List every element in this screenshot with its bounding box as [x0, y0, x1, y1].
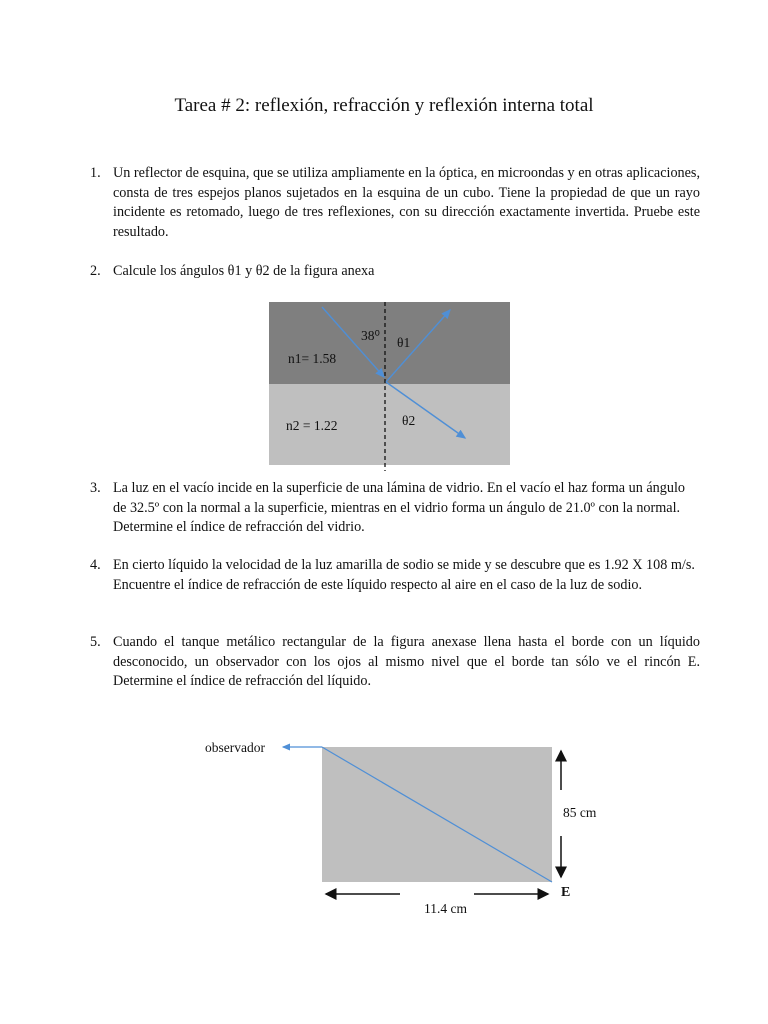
n2-label: n2 = 1.22 [286, 418, 338, 433]
problem-number: 5. [90, 634, 101, 650]
problem-number: 3. [90, 480, 101, 496]
problem-3 [86, 479, 700, 538]
page-title: Tarea # 2: reflexión, refracción y reflexión interna total [174, 95, 594, 116]
medium-top [269, 302, 510, 384]
problem-4 [86, 556, 700, 595]
theta1-label: θ1 [397, 335, 411, 350]
theta2-label: θ2 [402, 413, 416, 428]
observer-label: observador [205, 740, 265, 755]
problem-number: 2. [90, 263, 101, 279]
problem-text: En cierto líquido la velocidad de la luz amarilla de sodio se mide y se descubre que es 1.92 X 108 m/s. Encuentre el índice de refracción de este líquido respecto al aire en el caso de la luz de sodio. [113, 557, 695, 593]
problem-5 [86, 633, 700, 692]
corner-label: E [561, 885, 571, 900]
height-label: 85 cm [563, 805, 597, 820]
problem-number: 1. [90, 165, 101, 181]
problem-text: Calcule los ángulos θ1 y θ2 de la figura anexa [113, 263, 375, 279]
angle-label: 38⁰ [361, 328, 380, 343]
problem-number: 4. [90, 557, 101, 573]
problem-text: Un reflector de esquina, que se utiliza ampliamente en la óptica, en microondas y en otras aplicaciones, consta de tres espejos planos sujetados en la esquina de un cubo. Tiene la propiedad de que un rayo incidente es retomado, luego de tres reflexiones, con su dirección exactamente invertida. Pruebe este resultado. [113, 165, 700, 240]
problem-text: Cuando el tanque metálico rectangular de la figura anexase llena hasta el borde con un líquido desconocido, un observador con los ojos al mismo nivel que el borde tan sólo ve el rincón E. Determine el índice de refracción del líquido. [113, 634, 700, 690]
problem-text: La luz en el vacío incide en la superficie de una lámina de vidrio. En el vacío el haz forma un ángulo de 32.5º con la normal a la superficie, mientras en el vidrio forma un ángulo de 21.0º con la normal. Determine el índice de refracción del vidrio. [113, 480, 685, 536]
width-label: 11.4 cm [424, 901, 467, 916]
n1-label: n1= 1.58 [288, 351, 337, 366]
